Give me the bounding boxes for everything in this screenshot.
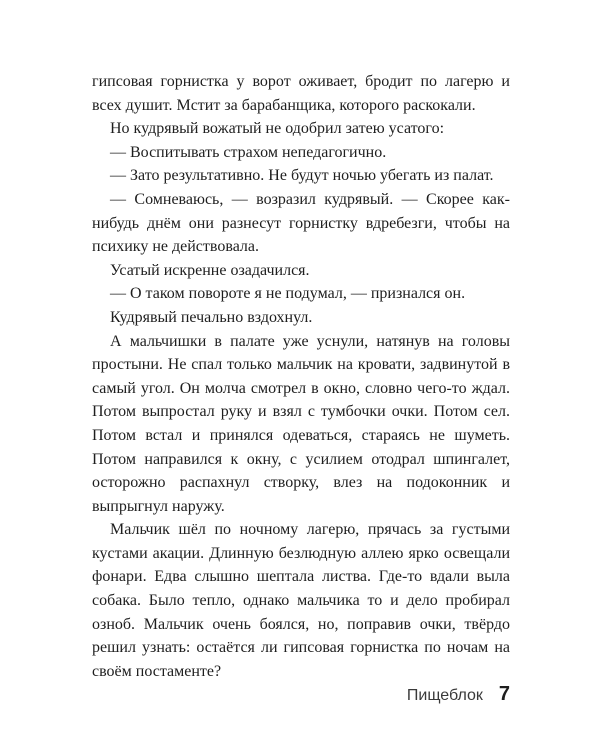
paragraph-continued: гипсовая горнистка у ворот оживает, бродит по лагерю и всех душит. Мстит за барабанщика, которого раскокали. xyxy=(92,73,510,114)
page-number: 7 xyxy=(498,683,510,705)
body-text xyxy=(92,70,510,683)
running-title: Пищеблок xyxy=(406,687,483,704)
dialogue-line: — Зато результативно. Не будут ночью убегать из палат. xyxy=(110,167,494,185)
paragraph: Усатый искренне озадачился. xyxy=(110,261,310,279)
paragraph: Мальчик шёл по ночному лагерю, прячась за густыми кустами акации. Длинную безлюдную аллею ярко освещали фонари. Едва слышно шептала листва. Где-то вдали выла собака. Было тепло, однако мальчика то и дело пробирал озноб. Мальчик очень боялся, но, поправив очки, твёрдо решил узнать: остаётся ли гипсовая горнистка по ночам на своём постаменте? xyxy=(92,521,510,680)
paragraph: А мальчишки в палате уже уснули, натянув на головы простыни. Не спал только мальчик на кровати, задвинутой в самый угол. Он молча смотрел в окно, словно чего-то ждал. Потом выпростал руку и взял с тумбочки очки. Потом сел. Потом встал и принялся одеваться, стараясь не шуметь. Потом направился к окну, с усилием отодрал шпингалет, осторожно распахнул створку, влез на подоконник и выпрыгнул наружу. xyxy=(92,332,510,515)
paragraph: Кудрявый печально вздохнул. xyxy=(110,308,313,326)
dialogue-line: — О таком повороте я не подумал, — признался он. xyxy=(110,285,466,303)
paragraph: Но кудрявый вожатый не одобрил затею усатого: xyxy=(110,120,445,138)
dialogue-line: — Воспитывать страхом непедагогично. xyxy=(110,143,387,161)
dialogue-line: — Сомневаюсь, — возразил кудрявый. — Скорее как-нибудь днём они разнесут горнистку вдребезги, чтобы на психику не действовала. xyxy=(92,190,510,256)
page-footer xyxy=(407,683,510,706)
